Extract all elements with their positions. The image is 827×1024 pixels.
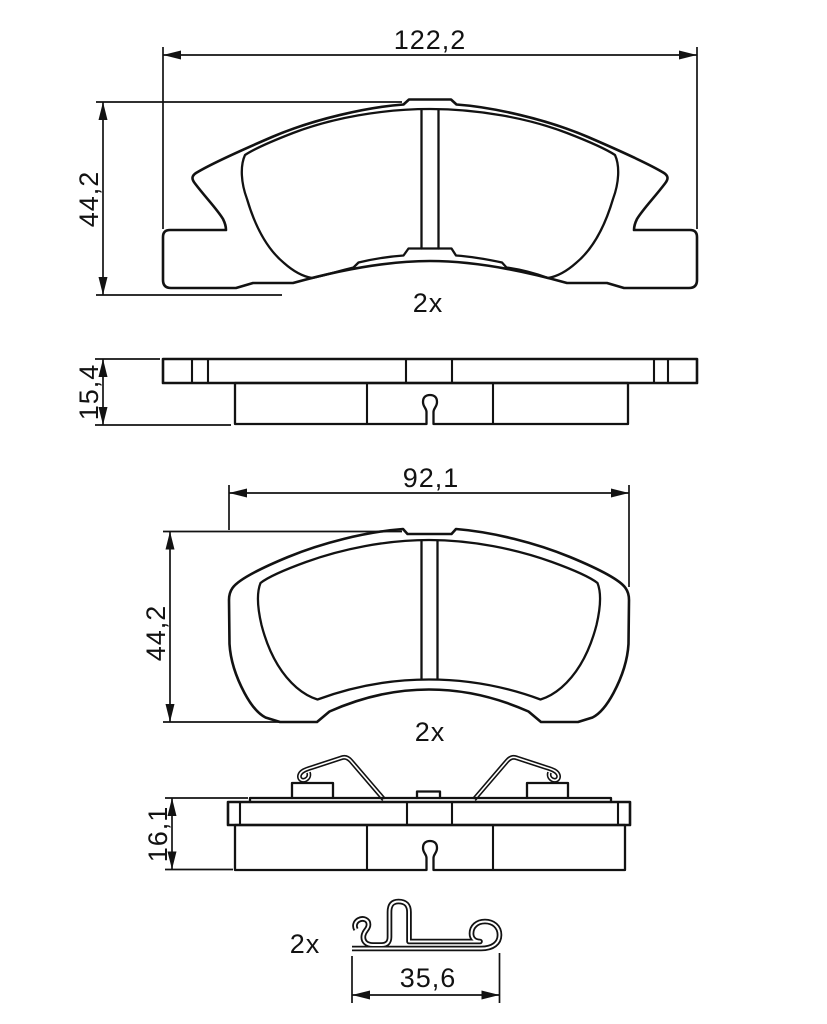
pad-a-friction-outline xyxy=(242,109,618,278)
clip-wire-inner xyxy=(474,757,559,799)
spring-clip-left xyxy=(299,757,384,799)
dim-label-pad-a-height: 44,2 xyxy=(74,170,104,228)
shim-tab-left xyxy=(292,783,333,798)
pad-a-backplate-profile xyxy=(163,359,697,383)
arrowhead-left xyxy=(352,991,370,1000)
view-pad-b-profile xyxy=(143,757,630,870)
pad-b-backplate-segments xyxy=(240,802,618,825)
clip-wire-inner xyxy=(299,757,384,799)
pad-a-friction-segments xyxy=(367,383,493,424)
arrowhead-down xyxy=(166,704,175,722)
quantity-label-pad-a: 2x xyxy=(412,288,444,318)
pad-b-backing-plate-outline xyxy=(229,529,629,722)
view-pad-b-front xyxy=(141,463,629,747)
pad-a-center-slot xyxy=(422,110,439,249)
dim-label-pad-b-height: 44,2 xyxy=(141,604,171,662)
arrowhead-up xyxy=(166,532,175,550)
view-pad-a-profile xyxy=(74,359,697,425)
dim-label-pad-a-width: 122,2 xyxy=(393,25,467,55)
shim-tab-right xyxy=(527,783,568,798)
dim-pad-a-width xyxy=(163,25,697,229)
arrowhead-down xyxy=(99,277,108,295)
pad-b-friction-outline xyxy=(258,540,600,700)
pad-b-friction-segments xyxy=(367,825,493,870)
clip-wire xyxy=(474,757,559,799)
view-clip-detail xyxy=(290,902,500,1004)
dim-label-pad-b-thickness: 16,1 xyxy=(143,805,173,863)
clip-wire xyxy=(299,757,384,799)
dim-clip-length xyxy=(352,953,500,1003)
dim-label-pad-a-thickness: 15,4 xyxy=(74,363,104,421)
dim-label-pad-b-width: 92,1 xyxy=(402,463,460,493)
pad-b-friction-profile xyxy=(235,825,625,870)
arrowhead-right xyxy=(611,489,629,498)
pad-b-center-slot xyxy=(422,541,438,679)
quantity-label-pad-b: 2x xyxy=(414,717,446,747)
spring-clip-right xyxy=(474,757,559,799)
pad-b-backplate-profile xyxy=(228,802,630,825)
arrowhead-up xyxy=(99,102,108,120)
pad-a-backplate-segments xyxy=(192,359,668,383)
arrowhead-right xyxy=(679,51,697,60)
dim-pad-b-height xyxy=(141,532,402,723)
clip-profile xyxy=(352,902,500,949)
dim-pad-a-height xyxy=(74,102,402,295)
dim-label-clip-length: 35,6 xyxy=(399,963,457,993)
arrowhead-left xyxy=(229,489,247,498)
quantity-label-clip: 2x xyxy=(289,929,321,959)
pad-a-friction-profile xyxy=(235,383,628,424)
dim-pad-b-thickness xyxy=(143,798,248,870)
view-pad-a-front xyxy=(74,25,697,318)
pad-a-backing-plate-outline xyxy=(163,100,697,289)
arrowhead-right xyxy=(482,991,500,1000)
arrowhead-left xyxy=(163,51,181,60)
